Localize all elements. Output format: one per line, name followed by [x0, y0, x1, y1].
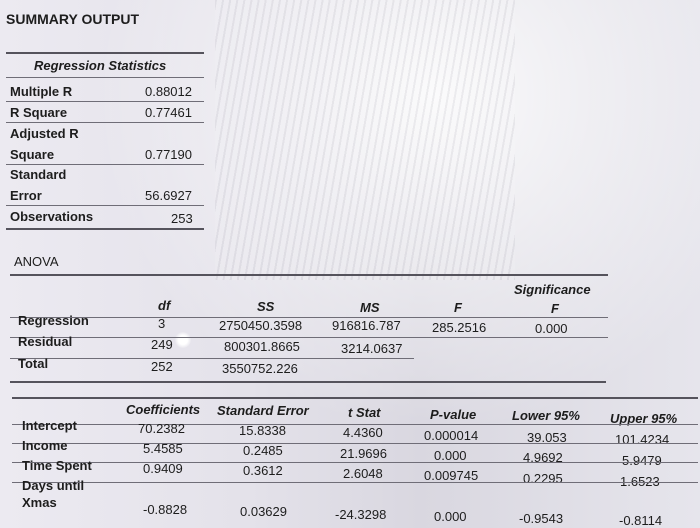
coef-income-p-value: 0.000	[434, 448, 467, 463]
coef-time-spent-p-value: 0.009745	[424, 468, 479, 483]
coef-header-upper-95: Upper 95%	[610, 411, 678, 426]
anova-residual-df: 249	[151, 337, 173, 352]
regstats-label-observations: Observations	[10, 209, 94, 224]
coef-days-until-xmas-coefficient: -0.8828	[143, 502, 188, 517]
anova-total-ss: 3550752.226	[222, 361, 298, 376]
anova-header-ss: SS	[257, 299, 275, 314]
coef-intercept-lower-95: 39.053	[527, 430, 567, 445]
coef-income-standard-error: 0.2485	[243, 443, 283, 458]
anova-header-significance-line2: F	[551, 301, 559, 316]
anova-label-regression: Regression	[18, 313, 89, 328]
anova-header-significance-line1: Significance	[514, 282, 591, 297]
coef-income-t-stat: 21.9696	[340, 446, 387, 461]
coef-days-until-xmas-lower-95: -0.9543	[519, 511, 564, 526]
coef-header-standard-error: Standard Error	[217, 403, 309, 418]
regstats-rule	[6, 101, 204, 102]
anova-regression-significance: 0.000	[535, 321, 568, 336]
coef-top-rule	[12, 397, 698, 399]
anova-regression-ms: 916816.787	[332, 318, 401, 333]
coef-label-time-spent: Time Spent	[22, 458, 92, 473]
anova-regression-df: 3	[158, 316, 166, 331]
anova-title: ANOVA	[14, 254, 59, 269]
coef-time-spent-lower-95: 0.2295	[523, 471, 563, 486]
summary-output-title: SUMMARY OUTPUT	[6, 11, 139, 27]
anova-header-df: df	[158, 298, 171, 313]
coef-income-upper-95: 5.9479	[622, 453, 662, 468]
regstats-bottom-rule	[6, 228, 204, 230]
regstats-header: Regression Statistics	[34, 58, 167, 73]
anova-rule	[10, 337, 608, 338]
anova-residual-ss: 800301.8665	[224, 339, 300, 354]
anova-top-rule	[10, 274, 608, 276]
coef-intercept-standard-error: 15.8338	[239, 423, 286, 438]
regstats-label-standard-error-line2: Error	[10, 188, 42, 203]
coef-label-days-until-xmas-line2: Xmas	[22, 495, 57, 510]
regstats-rule	[6, 122, 204, 123]
anova-residual-ms: 3214.0637	[341, 341, 403, 356]
anova-regression-f: 285.2516	[432, 320, 487, 335]
coef-intercept-upper-95: 101.4234	[615, 432, 670, 447]
coef-header-p-value: P-value	[430, 407, 477, 422]
coef-income-coefficient: 5.4585	[143, 441, 183, 456]
coef-income-lower-95: 4.9692	[523, 450, 563, 465]
coef-time-spent-coefficient: 0.9409	[143, 461, 183, 476]
regstats-value-multiple-r: 0.88012	[145, 84, 192, 99]
regstats-rule	[6, 205, 204, 206]
coef-rule	[12, 482, 698, 483]
coef-label-days-until-xmas-line1: Days until	[22, 478, 85, 493]
coef-rule	[12, 443, 698, 444]
coef-time-spent-upper-95: 1.6523	[620, 474, 660, 489]
anova-regression-ss: 2750450.3598	[219, 318, 303, 333]
coef-label-intercept: Intercept	[22, 418, 77, 433]
regstats-value-observations: 253	[171, 211, 193, 226]
regstats-label-multiple-r: Multiple R	[10, 84, 73, 99]
anova-bottom-rule	[10, 381, 606, 383]
coef-intercept-t-stat: 4.4360	[343, 425, 383, 440]
regstats-rule	[6, 164, 204, 165]
coef-label-income: Income	[22, 438, 68, 453]
anova-header-rule	[10, 317, 608, 318]
anova-header-f: F	[454, 300, 462, 315]
screen-moire-background	[215, 0, 515, 280]
coef-days-until-xmas-p-value: 0.000	[434, 509, 467, 524]
glare-spot	[175, 332, 191, 348]
regstats-label-adjusted-r-line1: Adjusted R	[10, 126, 79, 141]
anova-rule	[10, 358, 414, 359]
regstats-top-rule	[6, 52, 204, 54]
regstats-value-adjusted-r: 0.77190	[145, 147, 192, 162]
coef-header-t-stat: t Stat	[348, 405, 381, 420]
coef-days-until-xmas-upper-95: -0.8114	[619, 513, 663, 528]
coef-time-spent-standard-error: 0.3612	[243, 463, 283, 478]
regstats-label-r-square: R Square	[10, 105, 68, 120]
regstats-label-standard-error-line1: Standard	[10, 167, 67, 182]
coef-header-coefficients: Coefficients	[126, 402, 201, 417]
anova-header-ms: MS	[360, 300, 380, 315]
coef-days-until-xmas-t-stat: -24.3298	[335, 507, 387, 522]
regstats-header-rule	[6, 77, 204, 78]
regstats-value-standard-error: 56.6927	[145, 188, 192, 203]
regstats-label-adjusted-r-line2: Square	[10, 147, 55, 162]
coef-header-lower-95: Lower 95%	[512, 408, 580, 423]
coef-intercept-coefficient: 70.2382	[138, 421, 185, 436]
anova-total-df: 252	[151, 359, 173, 374]
anova-label-residual: Residual	[18, 334, 73, 349]
coef-days-until-xmas-standard-error: 0.03629	[240, 504, 287, 519]
coef-time-spent-t-stat: 2.6048	[343, 466, 383, 481]
anova-label-total: Total	[18, 356, 49, 371]
regstats-value-r-square: 0.77461	[145, 105, 192, 120]
coef-intercept-p-value: 0.000014	[424, 428, 479, 443]
coef-rule	[12, 462, 698, 463]
